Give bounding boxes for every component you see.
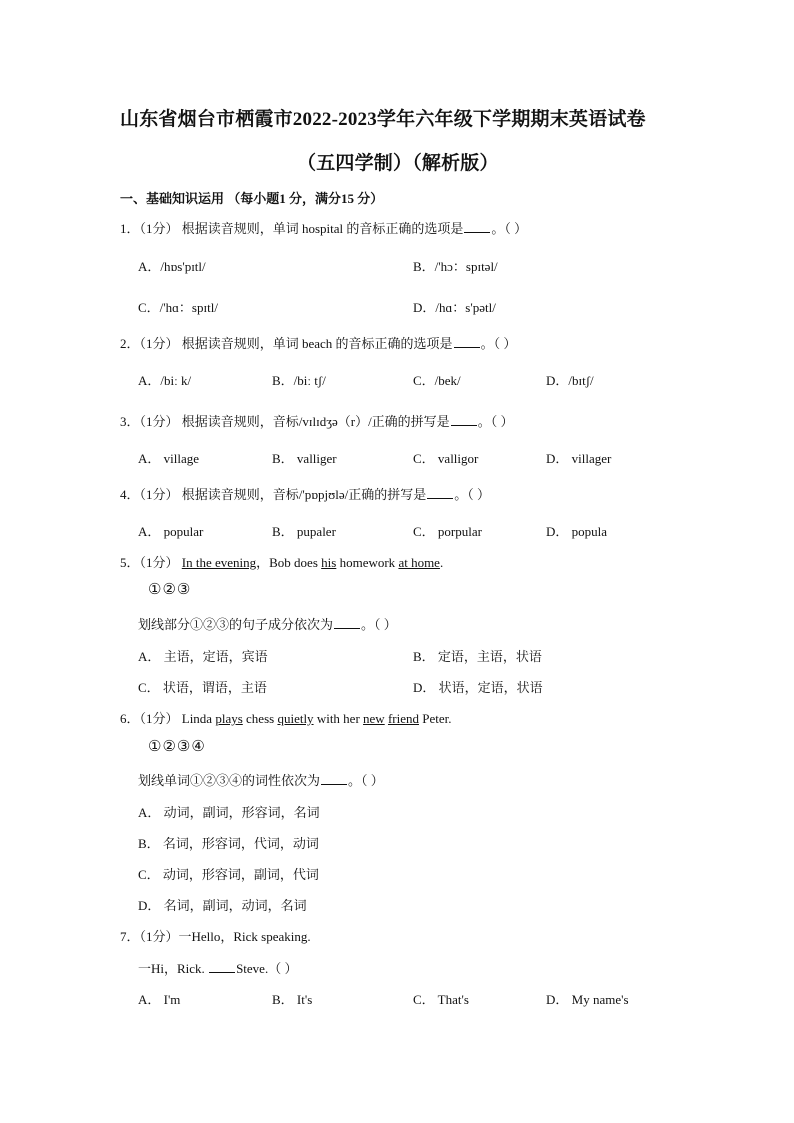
option-3a: A． village [138,451,200,466]
option-1c: C．/'hɑ：spɪtl/ [138,300,218,315]
question-6-prompt [138,770,384,789]
option-3c: C． valligor [413,451,479,466]
option-2c: C．/bek/ [413,373,461,388]
question-5-paren: 。（ ） [361,617,397,632]
question-6-markers: ①②③④ [148,739,206,755]
underlined-word-4: friend [387,711,419,726]
option-3d: D． villager [546,451,612,466]
option-7b: B． It's [272,992,313,1007]
option-6d: D． 名词，副词，动词，名词 [138,898,307,913]
option-3b: B． valliger [272,451,337,466]
answer-blank [464,222,490,233]
question-6-paren: 。（ ） [348,773,384,788]
option-2a: A．/biː k/ [138,373,192,388]
answer-blank [334,618,360,629]
question-4 [120,484,490,503]
question-5-prompt [138,614,397,633]
answer-blank [454,337,480,348]
question-3-paren: 。（ ） [477,414,514,429]
question-5-text: ，Bob does [256,555,322,570]
option-6c: C． 动词，形容词，副词，代词 [138,867,319,882]
question-2 [120,333,516,352]
option-1b: B．/'hɔ：spɪtəl/ [413,259,498,274]
question-7: 7．（1分）一Hello，Rick speaking. [120,929,311,944]
answer-blank [321,774,347,785]
option-1d: D．/hɑ：s'pətl/ [413,300,496,315]
answer-blank [209,962,235,973]
option-1a: A．/hɒs'pɪtl/ [138,259,206,274]
question-4-stem: 4．（1分） 根据读音规则，音标/'pɒpjʊlə/正确的拼写是 [120,487,427,502]
option-7d: D． My name's [546,992,629,1007]
page-title: 山东省烟台市栖霞市2022-2023学年六年级下学期期末英语试卷 [120,109,646,130]
option-6a: A． 动词，副词，形容词，名词 [138,805,320,820]
option-5d: D． 状语，定语，状语 [413,680,543,695]
option-6b: B． 名词，形容词，代词，动词 [138,836,319,851]
question-5-text: . [439,555,444,570]
question-3 [120,411,513,430]
option-7c: C． That's [413,992,469,1007]
question-1 [120,218,527,237]
option-2d: D．/bɪtʃ/ [546,373,594,388]
option-4a: A． popular [138,524,204,539]
underlined-phrase-2: his [321,555,337,570]
question-5-markers: ①②③ [148,582,192,598]
option-5a: A． 主语，定语，宾语 [138,649,268,664]
question-7-paren: Steve.（ ） [236,961,298,976]
question-2-stem: 2．（1分） 根据读音规则，单词 beach 的音标正确的选项是 [120,336,453,351]
underlined-phrase-3: at home [398,555,440,570]
question-6-prompt-text: 划线单词①②③④的词性依次为 [138,773,321,788]
question-6 [120,708,452,727]
question-5 [120,552,443,571]
question-7-reply [138,958,297,977]
underlined-word-2: quietly [277,711,314,726]
option-2b: B．/biː tʃ/ [272,373,326,388]
answer-blank [427,488,453,499]
question-3-stem: 3．（1分） 根据读音规则，音标/vɪlɪdʒə（r）/正确的拼写是 [120,414,450,429]
section-heading: 一、基础知识运用 （每小题1 分，满分15 分） [120,191,384,206]
option-5b: B． 定语，主语，状语 [413,649,542,664]
page-subtitle: （五四学制）（解析版） [297,153,499,174]
question-5-text: homework [336,555,399,570]
question-5-prompt-text: 划线部分①②③的句子成分依次为 [138,617,334,632]
option-7a: A． I'm [138,992,181,1007]
underlined-word-3: new [363,711,385,726]
option-4c: C． porpular [413,524,482,539]
question-7-reply-text: 一Hi，Rick. [138,961,209,976]
question-6-text: with her [313,711,364,726]
question-2-paren: 。（ ） [480,336,517,351]
option-4d: D． popula [546,524,608,539]
answer-blank [451,415,477,426]
question-1-paren: 。（ ） [491,221,528,236]
question-6-number: 6．（1分） Linda [120,711,216,726]
question-5-number: 5．（1分） [120,555,182,570]
question-4-paren: 。（ ） [454,487,491,502]
option-4b: B． pupaler [272,524,336,539]
underlined-phrase-1: In the evening [181,555,257,570]
option-5c: C． 状语，谓语，主语 [138,680,267,695]
question-1-stem: 1．（1分） 根据读音规则，单词 hospital 的音标正确的选项是 [120,221,464,236]
underlined-word-1: plays [215,711,243,726]
question-6-text: Peter. [419,711,452,726]
question-6-text: chess [242,711,278,726]
